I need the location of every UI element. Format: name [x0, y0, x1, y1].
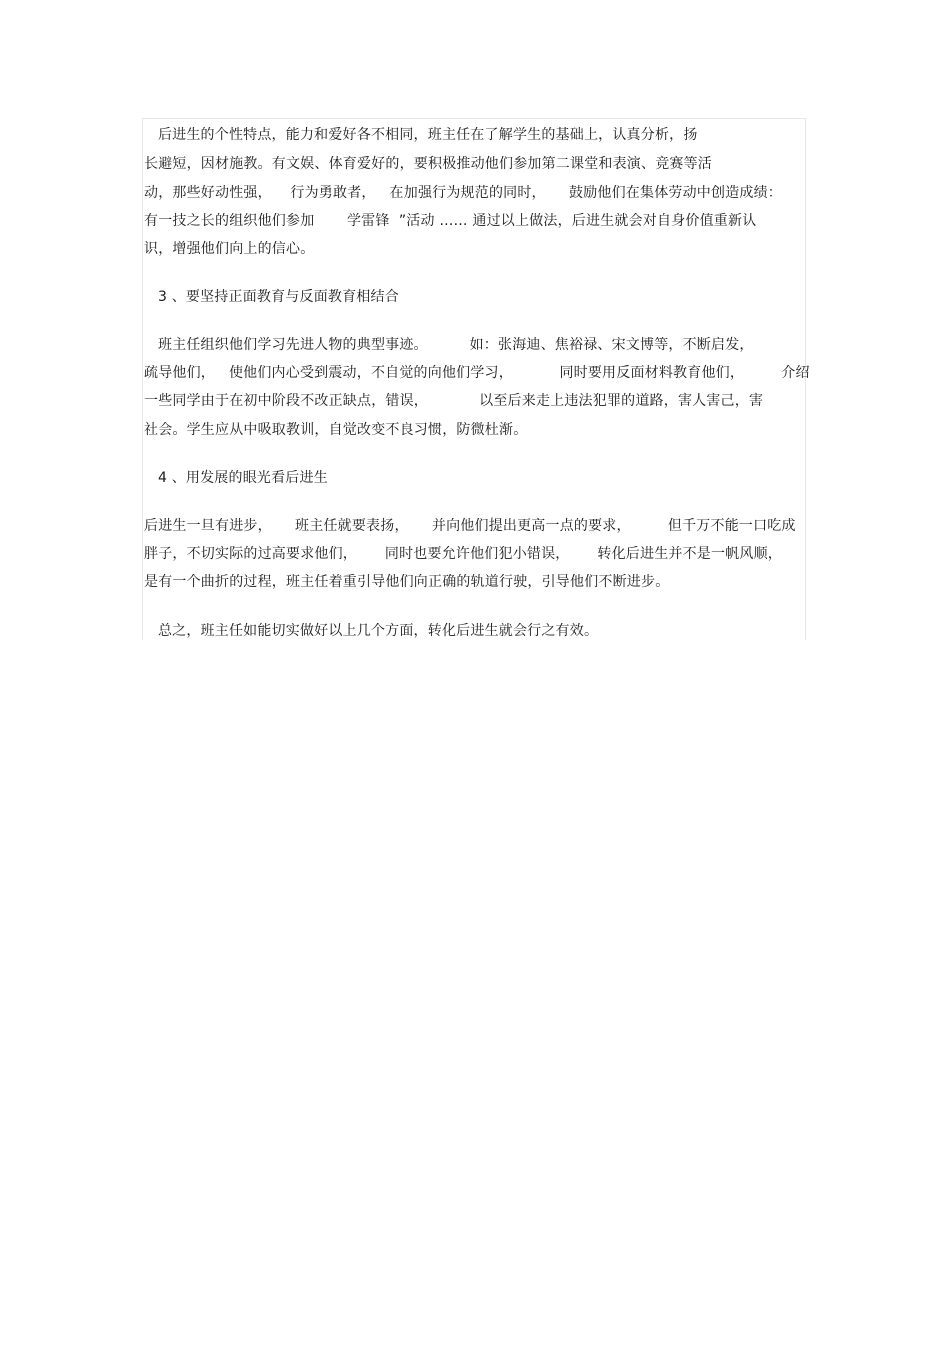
text-line: 动，那些好动性强， 行为勇敢者， 在加强行为规范的同时， 鼓励他们在集体劳动中创造成绩：: [144, 185, 782, 201]
text-line: 识，增强他们向上的信心。: [144, 241, 315, 257]
text-line: 一些同学由于在初中阶段不改正缺点，错误， 以至后来走上违法犯罪的道路，害人害己，害: [144, 393, 764, 409]
text-line: 有一技之长的组织他们参加 学雷锋 ”活动 …… 通过以上做法，后进生就会对自身价值重新认: [144, 213, 757, 229]
text-line: 后进生的个性特点，能力和爱好各不相同，班主任在了解学生的基础上，认真分析，扬: [144, 127, 698, 143]
text-line: 疏导他们， 使他们内心受到震动，不自觉的向他们学习， 同时要用反面材料教育他们， 介绍: [144, 365, 810, 381]
section-heading-4: 4 、用发展的眼光看后进生: [144, 470, 328, 486]
text-line: 是有一个曲折的过程，班主任着重引导他们向正确的轨道行驶，引导他们不断进步。: [144, 574, 670, 590]
text-line: 胖子，不切实际的过高要求他们， 同时也要允许他们犯小错误， 转化后进生并不是一帆风顺，: [144, 546, 782, 562]
text-line: 长避短，因材施教。有文娱、体育爱好的，要积极推动他们参加第二课堂和表演、竞赛等活: [144, 156, 712, 172]
text-line: 后进生一旦有进步， 班主任就要表扬， 并向他们提出更高一点的要求， 但千万不能一口吃成: [144, 518, 796, 534]
section-heading-3: 3 、要坚持正面教育与反面教育相结合: [144, 289, 399, 305]
text-line: 班主任组织他们学习先进人物的典型事迹。 如：张海迪、焦裕禄、宋文博等，不断启发，: [144, 337, 754, 353]
text-line: 社会。学生应从中吸取教训，自觉改变不良习惯，防微杜渐。: [144, 422, 528, 438]
conclusion-paragraph: 总之，班主任如能切实做好以上几个方面，转化后进生就会行之有效。: [144, 623, 599, 639]
